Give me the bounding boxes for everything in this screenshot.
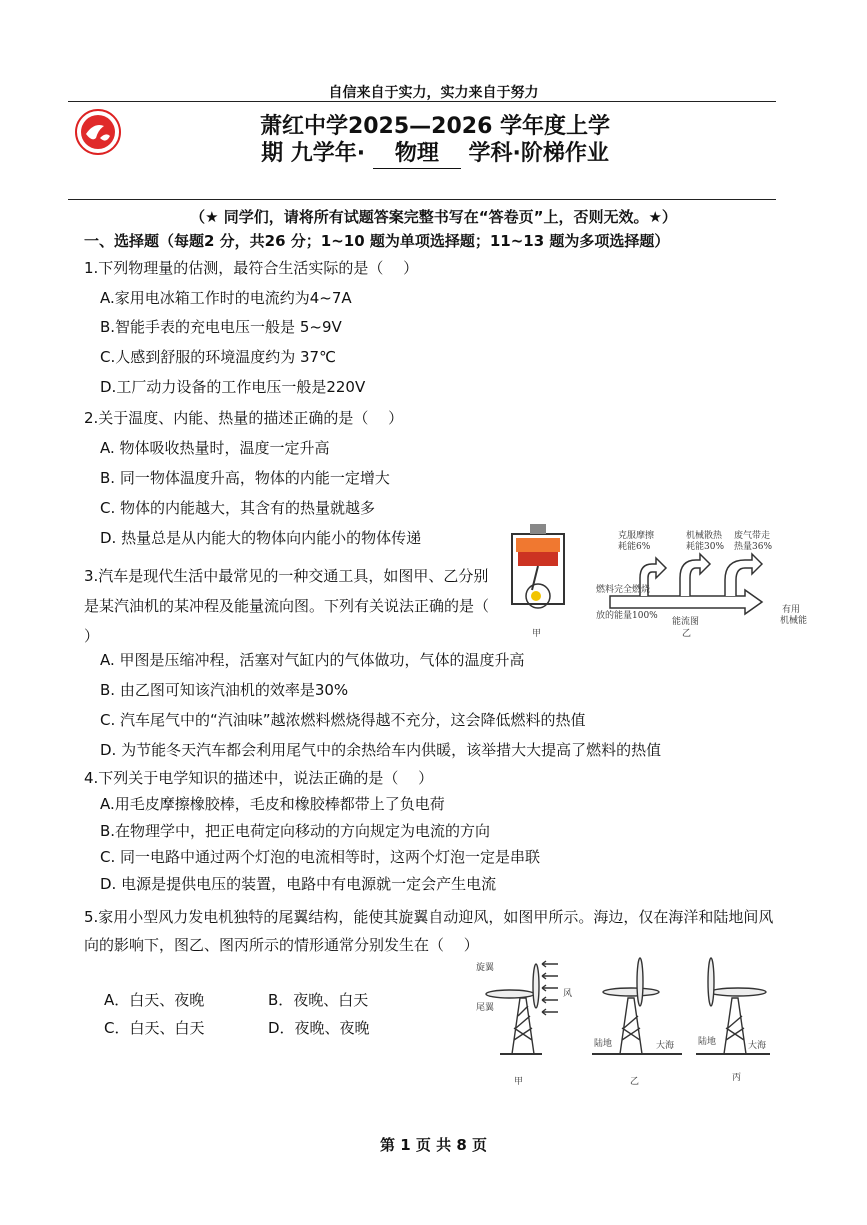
label-sea-bing: 大海	[748, 1041, 767, 1051]
label-sea-yi: 大海	[656, 1041, 675, 1051]
caption-jia: 甲	[514, 1077, 524, 1087]
header-rule-bottom	[68, 199, 776, 200]
flow-label-heat-loss: 机械散热	[686, 531, 723, 541]
question-3-option-b: B. 由乙图可知该汽油机的效率是30%	[100, 681, 349, 699]
page-number: 第 1 页 共 8 页	[380, 1136, 487, 1154]
energy-flow-diagram	[596, 529, 807, 639]
flow-value-useful: 机械能	[780, 616, 808, 626]
flow-label-input: 燃料完全燃烧	[596, 585, 651, 595]
question-5-option-c: C．白天、白天	[104, 1019, 205, 1037]
question-3-option-c: C. 汽车尾气中的“汽油味”越浓燃料燃烧得越不充分，这会降低燃料的热值	[100, 711, 586, 729]
label-tail: 尾翼	[476, 1003, 495, 1013]
label-land-yi: 陆地	[594, 1039, 613, 1049]
question-1-stem: 1.下列物理量的估测，最符合生活实际的是（ ）	[84, 259, 419, 277]
question-3-option-d: D. 为节能冬天汽车都会利用尾气中的余热给车内供暖，该举措大大提高了燃料的热值	[100, 741, 662, 759]
question-2-option-b: B. 同一物体温度升高，物体的内能一定增大	[100, 469, 390, 487]
flow-label-friction: 克服摩擦	[618, 531, 655, 541]
flow-diagram-title: 能流图	[672, 617, 700, 627]
question-2-stem: 2.关于温度、内能、热量的描述正确的是（ ）	[84, 409, 404, 427]
label-land-bing: 陆地	[698, 1037, 717, 1047]
exam-notice: （★ 同学们，请将所有试题答案完整书写在“答卷页”上，否则无效。★）	[190, 208, 677, 226]
question-2-option-a: A. 物体吸收热量时，温度一定升高	[100, 439, 330, 457]
question-4-option-d: D. 电源是提供电压的装置，电路中有电源就一定会产生电流	[100, 875, 497, 893]
section-heading: 一、选择题（每题2 分，共26 分；1~10 题为单项选择题；11~13 题为多项选择题）	[84, 232, 670, 250]
flow-label-exhaust: 废气带走	[734, 531, 771, 541]
question-4-option-a: A.用毛皮摩擦橡胶棒，毛皮和橡胶棒都带上了负电荷	[100, 795, 445, 813]
question-2-option-c: C. 物体的内能越大，其含有的热量就越多	[100, 499, 376, 517]
school-motto: 自信来自于实力，实力来自于努力	[328, 85, 539, 101]
flow-label-useful: 有用	[782, 605, 801, 615]
question-1-option-b: B.智能手表的充电电压一般是 5~9V	[100, 318, 342, 336]
engine-energy-figure	[500, 520, 820, 640]
flow-diagram-caption: 乙	[682, 629, 692, 639]
flow-value-heat-loss: 耗能30%	[686, 542, 725, 552]
flow-value-input: 放的能量100%	[596, 611, 658, 621]
question-4-stem: 4.下列关于电学知识的描述中，说法正确的是（ ）	[84, 769, 434, 787]
question-5-option-b: B．夜晚、白天	[268, 991, 369, 1009]
question-4-option-b: B.在物理学中，把正电荷定向移动的方向规定为电流的方向	[100, 822, 491, 840]
question-3-option-a: A. 甲图是压缩冲程，活塞对气缸内的气体做功，气体的温度升高	[100, 651, 525, 669]
page-title-line2	[200, 139, 670, 169]
engine-label: 甲	[532, 629, 542, 639]
question-1-option-d: D.工厂动力设备的工作电压一般是220V	[100, 378, 366, 396]
caption-bing: 丙	[732, 1073, 742, 1083]
turbine-jia	[486, 961, 558, 1054]
title-suffix: 学科·阶梯作业	[468, 141, 609, 166]
subject-field: 物理	[373, 139, 461, 169]
label-wind: 风	[563, 989, 573, 999]
question-1-option-a: A.家用电冰箱工作时的电流约为4~7A	[100, 289, 352, 307]
page-title-line1: 萧红中学2025—2026 学年度上学	[259, 114, 611, 139]
flow-value-friction: 耗能6%	[618, 542, 651, 552]
question-5-option-a: A．白天、夜晚	[104, 991, 205, 1009]
school-logo-icon	[74, 108, 122, 156]
question-3-stem: 3.汽车是现代生活中最常见的一种交通工具，如图甲、乙分别是某汽油机的某冲程及能量流向图。下列有关说法正确的是（ ）	[84, 567, 509, 645]
header-rule-top	[68, 101, 776, 102]
wind-turbine-figure	[470, 950, 780, 1090]
question-4-option-c: C. 同一电路中通过两个灯泡的电流相等时，这两个灯泡一定是串联	[100, 848, 541, 866]
flow-value-exhaust: 热量36%	[734, 542, 773, 552]
label-rotor: 旋翼	[476, 963, 495, 973]
question-2-option-d: D. 热量总是从内能大的物体向内能小的物体传递	[100, 529, 422, 547]
caption-yi: 乙	[630, 1077, 640, 1087]
question-1-option-c: C.人感到舒服的环境温度约为 37℃	[100, 348, 336, 366]
question-5-stem: 5.家用小型风力发电机独特的尾翼结构，能使其旋翼自动迎风，如图甲所示。海边，仅在海洋和陆地间风向的影响下，图乙、图丙所示的情形通常分别发生在（ ）	[84, 908, 774, 954]
question-5-option-d: D．夜晚、夜晚	[268, 1019, 370, 1037]
engine-cylinder-diagram	[512, 524, 564, 639]
title-prefix: 期 九学年·	[261, 141, 366, 166]
